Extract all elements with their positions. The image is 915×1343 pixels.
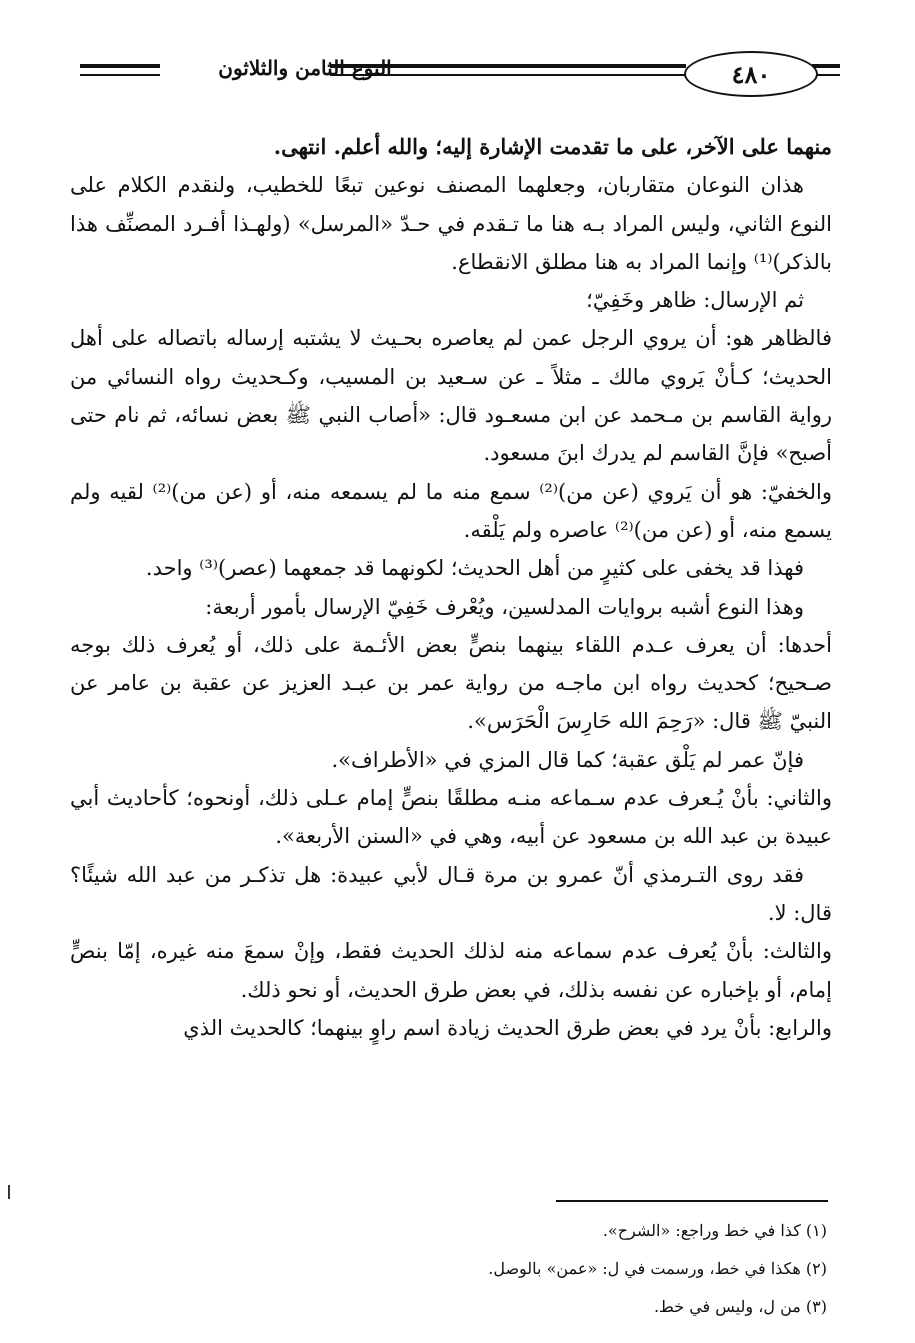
running-title: النوع الثامن والثلاثون — [218, 56, 392, 80]
paragraph: ثم الإرسال: ظاهر وخَفِيّ؛ — [586, 288, 804, 313]
paragraph: فقد روى التـرمذي أنّ عمرو بن مرة قـال لأبي عبيدة: هل تذكـر من عبد الله شيئًا؟ قال: لا. — [70, 862, 832, 925]
paragraph: أحدها: أن يعرف عـدم اللقاء بينهما بنصٍّ بعض الأئـمة على ذلك، أو يُعرف ذلك بوجه صـحيح؛ كحديث رواه ابن ماجـه من رواية عمر بن عبـد العزيز عن عقبة بن عامر عن النبيّ ﷺ قال: «رَحِمَ الله حَارِسَ الْحَرَس». — [70, 632, 832, 734]
paragraph: هذان النوعان متقاربان، وجعلهما المصنف نوعين تبعًا للخطيب، ولنقدم الكلام على النوع الثاني، وليس المراد بـه هنا ما تـقدم في حـدّ «المرسل» (ولهـذا أفـرد المصنِّف هذا بالذكر)⁽¹⁾ وإنما المراد به هنا مطلق الانقطاع. — [70, 173, 832, 274]
header-rule-middle-top — [330, 64, 686, 68]
footnote: (١) كذا في خط وراجع: «الشرح». — [602, 1221, 827, 1240]
paragraph: والثاني: بأنْ يُـعرف عدم سـماعه منـه مطلقًا بنصٍّ إمام عـلى ذلك، أونحوه؛ كأحاديث أبي عبيدة بن عبد الله بن مسعود عن أبيه، وهي في «السنن الأربعة». — [70, 786, 832, 849]
footnote: (٣) من ل، وليس في خط. — [653, 1297, 827, 1316]
header-rule-middle-bottom — [330, 74, 686, 76]
paragraph: والثالث: بأنْ يُعرف عدم سماعه منه لذلك الحديث فقط، وإنْ سمعَ منه غيره، إمّا بنصٍّ إمام، أو بإخباره عن نفسه بذلك، في بعض طرق الحديث، أو نحو ذلك. — [70, 939, 832, 1002]
paragraph: والخفيّ: هو أن يَروي (عن من)⁽²⁾ سمع منه ما لم يسمعه منه، أو (عن من)⁽²⁾ لقيه ولم يسمع منه، أو (عن من)⁽²⁾ عاصره ولم يَلْقه. — [70, 479, 832, 542]
header-rule-left-bottom — [80, 74, 160, 76]
paragraph: منهما على الآخر، على ما تقدمت الإشارة إليه؛ والله أعلم. انتهى. — [273, 134, 832, 159]
paragraph: فإنّ عمر لم يَلْق عقبة؛ كما قال المزي في «الأطراف». — [331, 747, 804, 772]
page-number: ٤٨٠ — [731, 59, 771, 89]
scan-edge-mark — [8, 1185, 10, 1199]
header-rule-right-top — [812, 64, 840, 68]
paragraph: والرابع: بأنْ يرد في بعض طرق الحديث زيادة اسم راوٍ بينهما؛ كالحديث الذي — [183, 1015, 832, 1040]
header-rule-left-top — [80, 64, 160, 68]
footnotes — [300, 1212, 827, 1326]
paragraph: فهذا قد يخفى على كثيرٍ من أهل الحديث؛ لكونهما قد جمعهما (عصر)⁽³⁾ واحد. — [145, 556, 804, 581]
paragraph: فالظاهر هو: أن يروي الرجل عمن لم يعاصره بحـيث لا يشتبه إرساله باتصاله على أهل الحديث؛ كـأنْ يَروي مالك ـ مثلاً ـ عن سـعيد بن المسيب، وكـحديث رواه النسائي من رواية القاسم بن مـحمد عن ابن مسعـود قال: «أصاب النبي ﷺ بعض نسائه، ثم نام حتى أصبح» فإنَّ القاسم لم يدرك ابنَ مسعود. — [70, 326, 832, 466]
page-header — [72, 48, 842, 100]
paragraph: وهذا النوع أشبه بروايات المدلسين، ويُعْرف خَفِيّ الإرسال بأمور أربعة: — [205, 594, 804, 619]
main-text — [70, 128, 832, 1047]
footnote: (٢) هكذا في خط، ورسمت في ل: «عمن» بالوصل. — [488, 1259, 827, 1278]
page-number-badge — [684, 51, 818, 97]
footnote-separator — [556, 1200, 828, 1202]
